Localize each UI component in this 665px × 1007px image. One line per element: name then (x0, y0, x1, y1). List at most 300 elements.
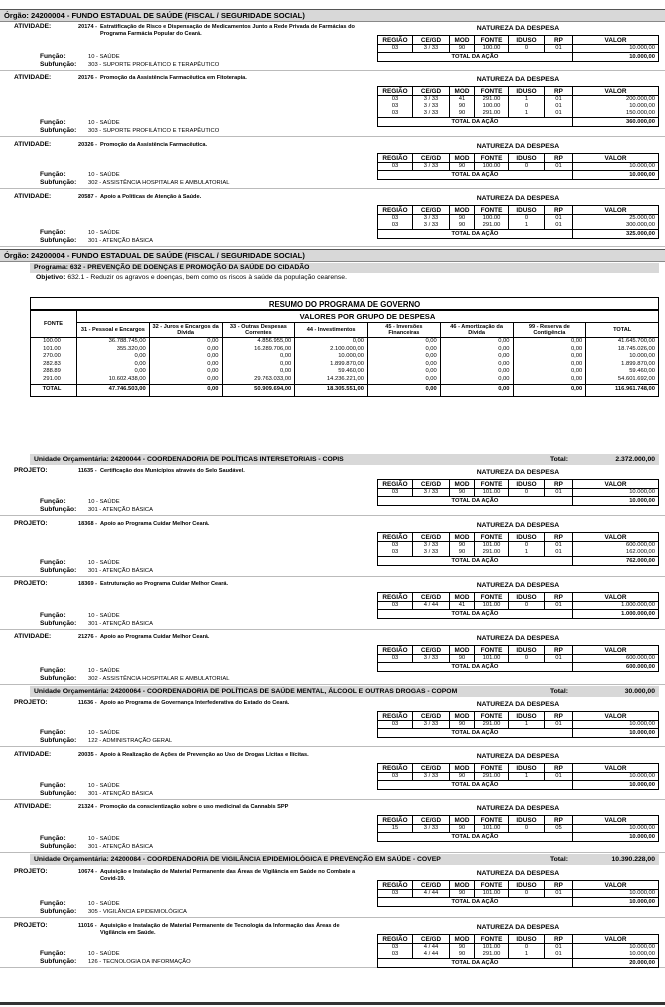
table-cell: 10.000,00 (573, 489, 659, 497)
table-row (378, 96, 659, 104)
action-block (0, 631, 665, 685)
funcao-value: 10 - SAÚDE (88, 560, 120, 566)
table-cell: 03 (378, 890, 413, 898)
column-header: MOD (450, 36, 475, 45)
table-cell: 0,00 (77, 353, 150, 361)
action-description: Aquisição e Instalação de Material Permanente das Áreas de Vigilância em Saúde no Combate a Covid-19. (100, 869, 356, 882)
column-header: VALOR (573, 816, 659, 825)
resumo-programa (30, 297, 659, 397)
total-row (378, 557, 659, 566)
table-cell: 05 (545, 825, 573, 833)
column-header: IDUSO (509, 712, 545, 721)
action-description: Estruturação ao Programa Cuidar Melhor Ceará. (100, 581, 229, 587)
action-kind-label: ATIVIDADE: (14, 751, 52, 758)
table-cell: 10.000,00 (573, 45, 659, 53)
natureza-title: NATUREZA DA DESPESA (476, 635, 560, 642)
table-cell: 90 (450, 542, 475, 550)
table-cell: 0,00 (440, 368, 513, 376)
table-cell: 3 / 33 (413, 542, 450, 550)
action-kind-label: PROJETO: (14, 868, 48, 875)
column-header: FONTE (475, 533, 509, 542)
unidade-header: Unidade Orçamentária: 24200064 - COORDENADORIA DE POLÍTICAS DE SAÚDE MENTAL, ÁLCOOL E OUTRAS DROGAS - COPOM Total: 30.000,00 (30, 686, 659, 697)
table-cell: 03 (378, 222, 413, 230)
table-cell: 10.000,00 (573, 890, 659, 898)
natureza-title: NATUREZA DA DESPESA (476, 701, 560, 708)
table-cell: 291.00 (475, 110, 509, 118)
column-header: RP (545, 206, 573, 215)
table-cell: 10.000,00 (573, 103, 659, 110)
column-header: REGIÃO (378, 154, 413, 163)
table-cell: 3 / 33 (413, 163, 450, 171)
total-value: 600.000,00 (573, 663, 659, 672)
table-row (378, 110, 659, 118)
column-header: REGIÃO (378, 593, 413, 602)
action-kind-label: PROJETO: (14, 580, 48, 587)
table-cell: 101.00 (475, 489, 509, 497)
column-header: FONTE (475, 36, 509, 45)
table-cell: 1.899.870,00 (295, 361, 368, 369)
table-cell: 3 / 33 (413, 96, 450, 104)
action-block (0, 72, 665, 137)
action-block (0, 866, 665, 918)
table-cell: 0,00 (368, 353, 441, 361)
table-cell: 0,00 (513, 338, 586, 346)
footer-rule (0, 1002, 665, 1005)
table-cell: 1 (509, 951, 545, 959)
funcao-label: Função: (40, 171, 66, 178)
table-cell: 101.00 (475, 890, 509, 898)
total-row (378, 959, 659, 968)
funcao-value: 10 - SAÚDE (88, 668, 120, 674)
column-header: VALOR (573, 206, 659, 215)
column-header: VALOR (573, 36, 659, 45)
column-header: 46 - Amortização da Dívida (440, 323, 513, 338)
action-code: 20174 - (78, 24, 97, 30)
table-cell: 1.899.870,00 (586, 361, 659, 369)
column-header: IDUSO (509, 36, 545, 45)
table-cell: 01 (545, 655, 573, 663)
table-cell: 0,00 (440, 361, 513, 369)
action-kind-label: ATIVIDADE: (14, 74, 52, 81)
column-header: CE/GD (413, 935, 450, 944)
table-cell: 1 (509, 721, 545, 729)
total-value: 10.000,00 (573, 171, 659, 180)
table-row (31, 376, 659, 384)
action-block (0, 191, 665, 247)
action-code: 20035 - (78, 752, 97, 758)
table-row (378, 825, 659, 833)
column-header: 31 - Pessoal e Encargos (77, 323, 150, 338)
total-row (378, 729, 659, 738)
table-cell: 0,00 (440, 384, 513, 396)
table-cell: 291.00 (475, 773, 509, 781)
table-cell: 03 (378, 215, 413, 223)
table-cell: 0,00 (222, 353, 295, 361)
fonte-header: FONTE (31, 311, 77, 338)
table-cell: 10.000,00 (573, 721, 659, 729)
table-cell: 01 (545, 215, 573, 223)
natureza-title: NATUREZA DA DESPESA (476, 753, 560, 760)
table-cell: 0 (509, 45, 545, 53)
table-cell: 1 (509, 773, 545, 781)
total-label: TOTAL DA AÇÃO (378, 833, 573, 842)
column-header: IDUSO (509, 881, 545, 890)
table-cell: 25.000,00 (573, 215, 659, 223)
table-cell: 1 (509, 549, 545, 557)
column-header: MOD (450, 646, 475, 655)
table-row (378, 655, 659, 663)
natureza-table (377, 815, 659, 842)
total-label: TOTAL DA AÇÃO (378, 663, 573, 672)
table-cell: 101.00 (31, 346, 77, 354)
total-value: 1.000.000,00 (573, 610, 659, 619)
subfuncao-label: Subfunção: (40, 790, 77, 797)
table-cell: 4 / 44 (413, 951, 450, 959)
column-header: RP (545, 816, 573, 825)
table-cell: 01 (545, 721, 573, 729)
table-cell: 10.000,00 (573, 163, 659, 171)
column-header: FONTE (475, 764, 509, 773)
table-cell: 162.000,00 (573, 549, 659, 557)
table-cell: 0 (509, 655, 545, 663)
natureza-title: NATUREZA DA DESPESA (476, 195, 560, 202)
table-cell: 03 (378, 602, 413, 610)
natureza-table (377, 592, 659, 619)
table-cell: 3 / 33 (413, 655, 450, 663)
column-header: CE/GD (413, 87, 450, 96)
table-cell: 0,00 (440, 346, 513, 354)
table-cell: 90 (450, 944, 475, 952)
column-header: FONTE (475, 935, 509, 944)
table-cell: 101.00 (475, 825, 509, 833)
total-label: TOTAL DA AÇÃO (378, 781, 573, 790)
subfuncao-value: 302 - ASSISTÊNCIA HOSPITALAR E AMBULATORIAL (88, 180, 230, 186)
action-block (0, 697, 665, 747)
table-cell: 2.100.000,00 (295, 346, 368, 354)
natureza-title: NATUREZA DA DESPESA (476, 469, 560, 476)
funcao-value: 10 - SAÚDE (88, 120, 120, 126)
table-cell: TOTAL (31, 384, 77, 396)
column-header: IDUSO (509, 87, 545, 96)
action-kind-label: PROJETO: (14, 699, 48, 706)
column-header: CE/GD (413, 764, 450, 773)
column-header: FONTE (475, 480, 509, 489)
column-header: REGIÃO (378, 881, 413, 890)
table-cell: 282.83 (31, 361, 77, 369)
column-header: CE/GD (413, 36, 450, 45)
table-cell: 0,00 (77, 361, 150, 369)
table-cell: 0 (509, 542, 545, 550)
action-code: 11636 - (78, 700, 97, 706)
subfuncao-label: Subfunção: (40, 567, 77, 574)
total-row (378, 118, 659, 127)
natureza-table (377, 763, 659, 790)
table-cell: 16.289.706,00 (222, 346, 295, 354)
column-header: RP (545, 764, 573, 773)
column-header: FONTE (475, 154, 509, 163)
action-description: Promoção da conscientização sobre o uso medicinal da Cannabis SPP (100, 804, 289, 810)
column-header: IDUSO (509, 816, 545, 825)
natureza-title: NATUREZA DA DESPESA (476, 870, 560, 877)
subfuncao-label: Subfunção: (40, 127, 77, 134)
table-row (31, 353, 659, 361)
total-row (31, 384, 659, 396)
column-header: IDUSO (509, 206, 545, 215)
table-cell: 03 (378, 96, 413, 104)
table-cell: 01 (545, 773, 573, 781)
subfuncao-value: 303 - SUPORTE PROFILÁTICO E TERAPÊUTICO (88, 128, 220, 134)
table-cell: 300.000,00 (573, 222, 659, 230)
action-kind-label: PROJETO: (14, 467, 48, 474)
column-header: REGIÃO (378, 935, 413, 944)
orgao-header: Órgão: 24200004 - FUNDO ESTADUAL DE SAÚDE (FISCAL / SEGURIDADE SOCIAL) (0, 9, 665, 22)
table-cell: 3 / 33 (413, 773, 450, 781)
total-row (378, 898, 659, 907)
subfuncao-value: 301 - ATENÇÃO BÁSICA (88, 568, 153, 574)
subfuncao-value: 301 - ATENÇÃO BÁSICA (88, 238, 153, 244)
table-cell: 3 / 33 (413, 103, 450, 110)
table-cell: 90 (450, 45, 475, 53)
column-header: CE/GD (413, 480, 450, 489)
total-row (378, 230, 659, 239)
column-header: MOD (450, 87, 475, 96)
column-header: RP (545, 87, 573, 96)
table-cell: 0,00 (440, 353, 513, 361)
table-cell: 0,00 (513, 346, 586, 354)
table-cell: 90 (450, 222, 475, 230)
table-cell: 355.320,00 (77, 346, 150, 354)
table-cell: 90 (450, 215, 475, 223)
action-block (0, 578, 665, 630)
table-cell: 3 / 33 (413, 721, 450, 729)
funcao-label: Função: (40, 229, 66, 236)
action-kind-label: PROJETO: (14, 520, 48, 527)
table-cell: 101.00 (475, 602, 509, 610)
table-cell: 10.000,00 (586, 353, 659, 361)
table-row (378, 951, 659, 959)
table-cell: 291.00 (475, 222, 509, 230)
table-cell: 0,00 (513, 368, 586, 376)
table-row (378, 103, 659, 110)
column-header: IDUSO (509, 764, 545, 773)
unidade-header: Unidade Orçamentária: 24200044 - COORDENADORIA DE POLÍTICAS INTERSETORIAIS - COPIS Total: 2.372.000,00 (30, 454, 659, 465)
table-cell: 200.000,00 (573, 96, 659, 104)
natureza-title: NATUREZA DA DESPESA (476, 25, 560, 32)
funcao-label: Função: (40, 119, 66, 126)
column-header: MOD (450, 764, 475, 773)
subfuncao-value: 302 - ASSISTÊNCIA HOSPITALAR E AMBULATORIAL (88, 676, 230, 682)
table-cell: 100.00 (475, 215, 509, 223)
column-header: MOD (450, 593, 475, 602)
column-header: IDUSO (509, 593, 545, 602)
table-cell: 01 (545, 489, 573, 497)
table-cell: 0,00 (440, 376, 513, 384)
table-cell: 01 (545, 45, 573, 53)
column-header: VALOR (573, 154, 659, 163)
natureza-table (377, 880, 659, 907)
table-cell: 50.909.694,00 (222, 384, 295, 396)
total-row (378, 833, 659, 842)
column-header: IDUSO (509, 646, 545, 655)
table-cell: 90 (450, 103, 475, 110)
subfuncao-label: Subfunção: (40, 737, 77, 744)
table-row (378, 773, 659, 781)
action-code: 10674 - (78, 869, 97, 875)
column-header: MOD (450, 533, 475, 542)
table-cell: 59.460,00 (586, 368, 659, 376)
table-cell: 01 (545, 602, 573, 610)
table-cell: 1.000.000,00 (573, 602, 659, 610)
natureza-table (377, 934, 659, 968)
table-cell: 15 (378, 825, 413, 833)
table-cell: 4 / 44 (413, 890, 450, 898)
column-header: RP (545, 480, 573, 489)
table-cell: 0,00 (222, 361, 295, 369)
total-row (378, 610, 659, 619)
subfuncao-value: 122 - ADMINISTRAÇÃO GERAL (88, 738, 173, 744)
table-cell: 41 (450, 96, 475, 104)
table-cell: 01 (545, 944, 573, 952)
table-cell: 03 (378, 542, 413, 550)
total-value: 10.000,00 (573, 729, 659, 738)
table-cell: 116.961.748,00 (586, 384, 659, 396)
subfuncao-value: 303 - SUPORTE PROFILÁTICO E TERAPÊUTICO (88, 62, 220, 68)
column-header: RP (545, 712, 573, 721)
funcao-value: 10 - SAÚDE (88, 54, 120, 60)
column-header: CE/GD (413, 593, 450, 602)
table-cell: 03 (378, 944, 413, 952)
total-label: TOTAL DA AÇÃO (378, 959, 573, 968)
subfuncao-value: 301 - ATENÇÃO BÁSICA (88, 844, 153, 850)
column-header: REGIÃO (378, 36, 413, 45)
column-header: RP (545, 154, 573, 163)
programa-header: Programa: 632 - PREVENÇÃO DE DOENÇAS E PROMOÇÃO DA SAÚDE DO CIDADÃO (30, 263, 659, 273)
orgao-header: Órgão: 24200004 - FUNDO ESTADUAL DE SAÚDE (FISCAL / SEGURIDADE SOCIAL) (0, 249, 665, 262)
table-cell: 01 (545, 549, 573, 557)
natureza-title: NATUREZA DA DESPESA (476, 143, 560, 150)
table-cell: 90 (450, 655, 475, 663)
table-row (31, 368, 659, 376)
table-cell: 0,00 (77, 368, 150, 376)
action-code: 20326 - (78, 142, 97, 148)
table-cell: 29.763.033,00 (222, 376, 295, 384)
action-code: 20176 - (78, 75, 97, 81)
subfuncao-label: Subfunção: (40, 843, 77, 850)
action-kind-label: ATIVIDADE: (14, 23, 52, 30)
table-cell: 291.00 (475, 721, 509, 729)
table-cell: 0,00 (368, 361, 441, 369)
table-cell: 0,00 (149, 384, 222, 396)
action-code: 20587 - (78, 194, 97, 200)
column-header: VALOR (573, 712, 659, 721)
table-cell: 03 (378, 103, 413, 110)
total-value: 20.000,00 (573, 959, 659, 968)
table-cell: 600.000,00 (573, 655, 659, 663)
table-cell: 0 (509, 602, 545, 610)
subfuncao-value: 305 - VIGILÂNCIA EPIDEMIOLÓGICA (88, 909, 187, 915)
column-header: REGIÃO (378, 712, 413, 721)
table-cell: 10.000,00 (573, 773, 659, 781)
table-cell: 101.00 (475, 655, 509, 663)
table-cell: 0,00 (368, 384, 441, 396)
column-header: REGIÃO (378, 480, 413, 489)
column-header: VALOR (573, 646, 659, 655)
total-label: TOTAL DA AÇÃO (378, 53, 573, 62)
column-header: FONTE (475, 881, 509, 890)
table-cell: 0 (509, 215, 545, 223)
subfuncao-label: Subfunção: (40, 620, 77, 627)
table-cell: 270.00 (31, 353, 77, 361)
funcao-value: 10 - SAÚDE (88, 230, 120, 236)
funcao-value: 10 - SAÚDE (88, 730, 120, 736)
table-cell: 0 (509, 825, 545, 833)
table-cell: 90 (450, 549, 475, 557)
total-label: TOTAL DA AÇÃO (378, 230, 573, 239)
table-cell: 0,00 (149, 376, 222, 384)
action-description: Apoio ao Programa de Governança Interfederativa do Estado do Ceará. (100, 700, 290, 706)
natureza-table (377, 711, 659, 738)
subfuncao-value: 301 - ATENÇÃO BÁSICA (88, 507, 153, 513)
funcao-value: 10 - SAÚDE (88, 783, 120, 789)
table-cell: 01 (545, 103, 573, 110)
total-label: TOTAL DA AÇÃO (378, 171, 573, 180)
column-header: VALOR (573, 593, 659, 602)
table-cell: 101.00 (475, 944, 509, 952)
column-header: VALOR (573, 881, 659, 890)
table-cell: 18.745.026,00 (586, 346, 659, 354)
resumo-subtitle: VALORES POR GRUPO DE DESPESA (77, 311, 659, 323)
action-description: Certificação dos Municípios através do Selo Saudável. (100, 468, 245, 474)
table-cell: 0,00 (368, 346, 441, 354)
action-block (0, 920, 665, 968)
natureza-table (377, 479, 659, 506)
resumo-title: RESUMO DO PROGRAMA DE GOVERNO (30, 297, 659, 310)
table-cell: 0,00 (513, 361, 586, 369)
table-row (378, 721, 659, 729)
table-cell: 0,00 (368, 338, 441, 346)
subfuncao-label: Subfunção: (40, 958, 77, 965)
table-cell: 03 (378, 951, 413, 959)
action-block (0, 139, 665, 189)
column-header: MOD (450, 881, 475, 890)
natureza-table (377, 35, 659, 62)
table-cell: 10.000,00 (573, 944, 659, 952)
table-cell: 59.460,00 (295, 368, 368, 376)
table-cell: 4.856.955,00 (222, 338, 295, 346)
table-cell: 03 (378, 489, 413, 497)
action-description: Aquisição e Instalação de Material Permanente de Tecnologia da Informação das Áreas de Vigilância em Saúde. (100, 923, 340, 936)
action-kind-label: PROJETO: (14, 922, 48, 929)
action-description: Apoio ao Programa Cuidar Melhor Ceará. (100, 634, 210, 640)
column-header: VALOR (573, 764, 659, 773)
table-cell: 90 (450, 951, 475, 959)
total-label: TOTAL DA AÇÃO (378, 610, 573, 619)
table-cell: 3 / 33 (413, 215, 450, 223)
action-block (0, 749, 665, 800)
action-kind-label: ATIVIDADE: (14, 141, 52, 148)
total-value: 10.000,00 (573, 898, 659, 907)
table-cell: 0,00 (295, 338, 368, 346)
column-header: RP (545, 646, 573, 655)
total-label: TOTAL DA AÇÃO (378, 898, 573, 907)
table-cell: 90 (450, 110, 475, 118)
table-cell: 0,00 (513, 353, 586, 361)
table-cell: 291.00 (475, 549, 509, 557)
column-header: IDUSO (509, 154, 545, 163)
table-cell: 0,00 (368, 368, 441, 376)
table-cell: 1 (509, 110, 545, 118)
natureza-table (377, 645, 659, 672)
